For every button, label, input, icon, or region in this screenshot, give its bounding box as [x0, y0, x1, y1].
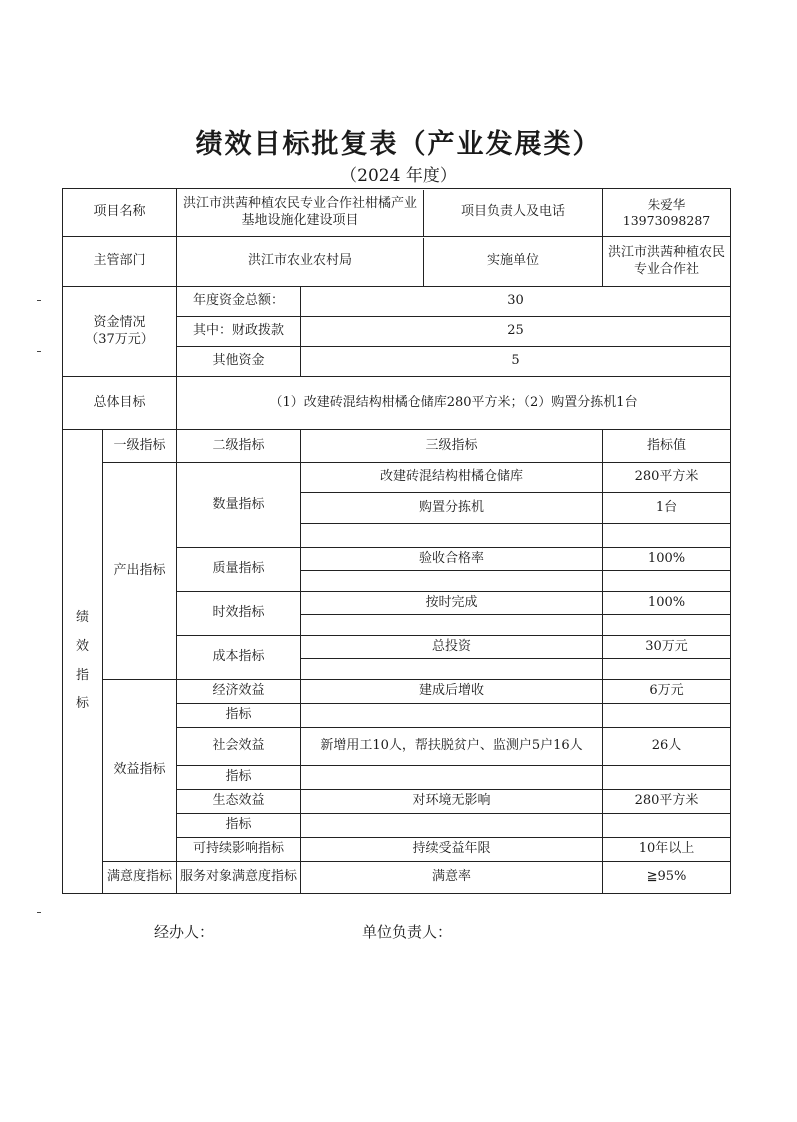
indicator-value: 280平方米 [603, 790, 731, 814]
indicator-label: 指标 [177, 704, 301, 728]
funds-row-value: 5 [301, 347, 731, 377]
performance-target-table [62, 188, 731, 894]
dept-value: 洪江市农业农村局 [177, 238, 424, 286]
indicator-value [603, 659, 731, 680]
eco-benefit-label: 生态效益 [177, 790, 301, 814]
indicator-value: 280平方米 [603, 463, 731, 493]
funds-row-label: 其他资金 [177, 347, 301, 377]
econ-benefit-label: 经济效益 [177, 680, 301, 704]
indicator-item: 按时完成 [301, 592, 603, 615]
project-leader-label: 项目负责人及电话 [461, 204, 566, 220]
indicator-value: 1台 [603, 493, 731, 524]
indicator-item [301, 615, 603, 636]
impl-unit-label: 实施单位 [487, 253, 540, 269]
indicator-item: 建成后增收 [301, 680, 603, 704]
margin-mark [37, 912, 41, 913]
quantity-indicator-label: 数量指标 [177, 463, 301, 548]
department-row [63, 237, 731, 287]
funds-row [63, 287, 731, 317]
vert-char: 标 [75, 696, 89, 712]
vert-char: 效 [75, 638, 89, 654]
indicator-item [301, 766, 603, 790]
vert-char: 指 [75, 667, 89, 683]
header-level3: 三级指标 [301, 430, 603, 463]
indicator-item: 总投资 [301, 636, 603, 659]
table-row [63, 862, 731, 894]
indicator-value [603, 524, 731, 548]
table-row [63, 463, 731, 493]
vert-char: 绩 [75, 610, 89, 626]
satisfaction-sub-label: 服务对象满意度指标 [177, 862, 301, 894]
sustain-label: 可持续影响指标 [177, 838, 301, 862]
margin-mark [37, 300, 41, 301]
indicator-value: 6万元 [603, 680, 731, 704]
quality-indicator-label: 质量指标 [177, 548, 301, 592]
funds-row-value: 30 [301, 287, 731, 317]
satisfaction-indicator-label: 满意度指标 [103, 862, 177, 894]
dept-cell [177, 237, 603, 287]
header-level2: 二级指标 [177, 430, 301, 463]
indicator-value: 10年以上 [603, 838, 731, 862]
table-row [63, 680, 731, 704]
impl-unit-value: 洪江市洪茜种植农民专业合作社 [603, 237, 731, 287]
goal-value: （1）改建砖混结构柑橘仓储库280平方米；（2）购置分拣机1台 [177, 377, 731, 430]
indicator-item: 改建砖混结构柑橘仓储库 [301, 463, 603, 493]
funds-label-sub: （37万元） [85, 331, 154, 347]
indicator-value: ≧95% [603, 862, 731, 894]
dept-label: 主管部门 [63, 237, 177, 287]
indicator-label: 指标 [177, 814, 301, 838]
indicator-value: 100% [603, 592, 731, 615]
unit-head-label: 单位负责人： [362, 923, 453, 941]
project-name-value: 洪江市洪茜种植农民专业合作社柑橘产业基地设施化建设项目 [177, 190, 424, 236]
indicator-value [603, 704, 731, 728]
indicator-value [603, 766, 731, 790]
indicator-item: 购置分拣机 [301, 493, 603, 524]
indicator-value: 100% [603, 548, 731, 571]
year-subtitle: （2024 年度） [340, 166, 457, 186]
output-indicator-label: 产出指标 [103, 463, 177, 680]
funds-label [63, 287, 177, 377]
funds-row-value: 25 [301, 317, 731, 347]
goal-row [63, 377, 731, 430]
project-name-cell [177, 189, 603, 237]
indicator-value: 26人 [603, 728, 731, 766]
header-value: 指标值 [603, 430, 731, 463]
cost-indicator-label: 成本指标 [177, 636, 301, 680]
time-indicator-label: 时效指标 [177, 592, 301, 636]
funds-row-label: 其中：财政拨款 [177, 317, 301, 347]
indicator-item [301, 659, 603, 680]
project-row [63, 189, 731, 237]
indicator-item [301, 704, 603, 728]
indicator-item: 持续受益年限 [301, 838, 603, 862]
indicator-value [603, 814, 731, 838]
project-name-label: 项目名称 [63, 189, 177, 237]
indicator-item: 验收合格率 [301, 548, 603, 571]
performance-indicator-label [63, 430, 103, 894]
funds-row-label: 年度资金总额： [177, 287, 301, 317]
benefit-indicator-label: 效益指标 [103, 680, 177, 862]
funds-label-text: 资金情况 [93, 315, 146, 331]
margin-mark [37, 351, 41, 352]
indicator-value [603, 615, 731, 636]
indicator-header-row [63, 430, 731, 463]
indicator-value [603, 571, 731, 592]
indicator-item [301, 814, 603, 838]
header-level1: 一级指标 [103, 430, 177, 463]
project-leader-value: 朱爱华 13973098287 [603, 189, 731, 237]
handler-label: 经办人： [154, 923, 215, 941]
goal-label: 总体目标 [63, 377, 177, 430]
indicator-item [301, 524, 603, 548]
indicator-item: 满意率 [301, 862, 603, 894]
indicator-item: 对环境无影响 [301, 790, 603, 814]
page-title: 绩效目标批复表（产业发展类） [195, 129, 602, 160]
indicator-value: 30万元 [603, 636, 731, 659]
indicator-item: 新增用工10人，帮扶脱贫户、监测户5户16人 [301, 728, 603, 766]
social-benefit-label: 社会效益 [177, 728, 301, 766]
indicator-item [301, 571, 603, 592]
indicator-label: 指标 [177, 766, 301, 790]
